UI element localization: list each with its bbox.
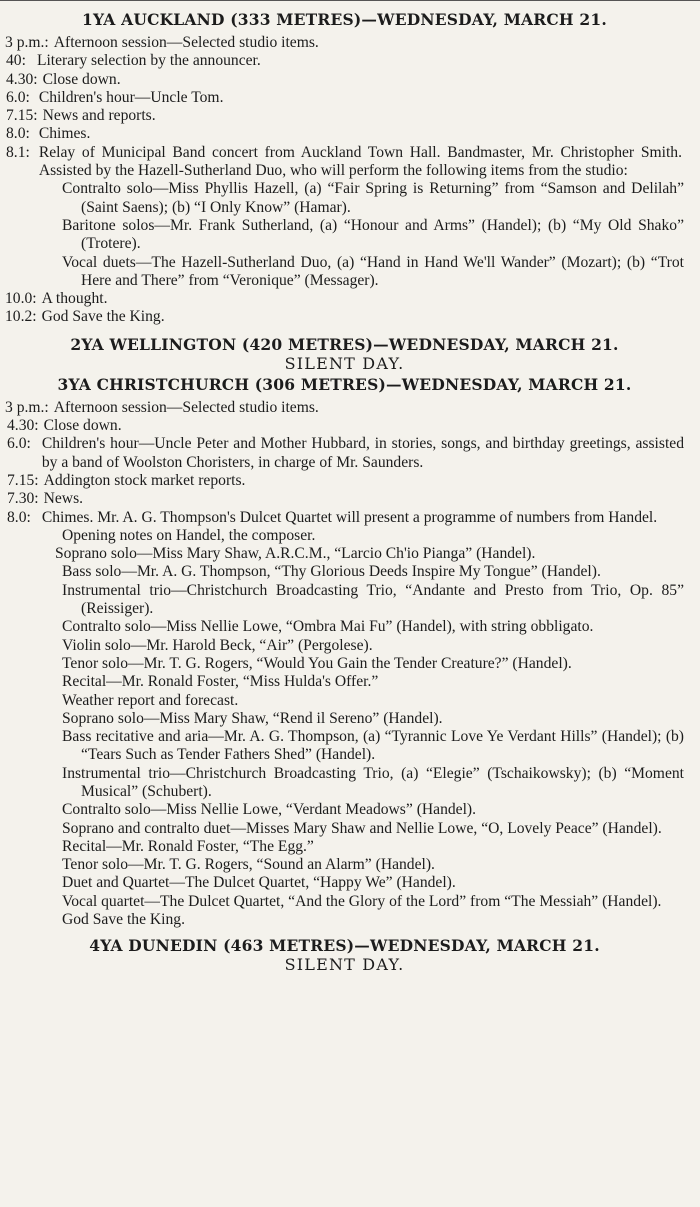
entry-time: 10.0: xyxy=(5,290,37,308)
station-heading: 4YA DUNEDIN (463 METRES)—WEDNESDAY, MARCH 21. xyxy=(89,936,600,956)
silent-day-note: SILENT DAY. xyxy=(284,353,405,373)
silent-day-note: SILENT DAY. xyxy=(284,955,405,975)
programme-item: Recital—Mr. Ronald Foster, “The Egg.” xyxy=(62,837,314,855)
programme-item: Contralto solo—Miss Nellie Lowe, “Verdant Meadows” (Handel). xyxy=(62,801,477,819)
programme-item: Contralto solo—Miss Phyllis Hazell, (a) “Fair Spring is Returning” from “Samson and Delilah” (Saint Saens); (b) “I Only Know” (Hamar). xyxy=(62,180,684,216)
entry-text: Children's hour—Uncle Peter and Mother Hubbard, in stories, songs, and birthday greetings, assisted by a band of Woolston Choristers, in charge of Mr. Saunders. xyxy=(41,435,684,471)
entry-time: 8.0: xyxy=(6,125,30,143)
programme-item: Weather report and forecast. xyxy=(62,691,239,709)
schedule-entry xyxy=(5,107,684,125)
schedule-entry xyxy=(5,290,684,308)
entry-time: 6.0: xyxy=(7,435,31,453)
schedule-entry xyxy=(5,52,684,70)
station-2ya-wellington xyxy=(5,335,684,373)
programme-item: Vocal duets—The Hazell-Sutherland Duo, (a) “Hand in Hand We'll Wander” (Mozart); (b) “Trot Here and There” from “Veronique” (Messager). xyxy=(62,253,684,289)
entry-text: Close down. xyxy=(42,70,121,88)
entry-text: God Save the King. xyxy=(41,308,165,326)
entry-time: 3 p.m.: xyxy=(5,34,49,51)
entry-text: Afternoon session—Selected studio items. xyxy=(53,34,319,51)
entry-text: Addington stock market reports. xyxy=(43,471,246,489)
schedule-entry xyxy=(5,472,684,490)
programme-item: Bass recitative and aria—Mr. A. G. Thompson, (a) “Tyrannic Love Ye Verdant Hills” (Handel); (b) “Tears Such as Tender Fathers Shed” (Handel). xyxy=(62,728,684,764)
entry-time: 10.2: xyxy=(5,308,37,326)
programme-item: Recital—Mr. Ronald Foster, “Miss Hulda's Offer.” xyxy=(62,673,379,691)
entry-text: Close down. xyxy=(43,417,122,435)
programme-item: Soprano solo—Miss Mary Shaw, A.R.C.M., “Larcio Ch'io Pianga” (Handel). xyxy=(55,545,536,563)
programme-item: Tenor solo—Mr. T. G. Rogers, “Would You Gain the Tender Creature?” (Handel). xyxy=(62,654,572,672)
programme-item: Baritone solos—Mr. Frank Sutherland, (a) “Honour and Arms” (Handel); (b) “My Old Shako” (Trotere). xyxy=(62,216,684,253)
schedule-entry xyxy=(5,89,684,107)
entry-text: Afternoon session—Selected studio items. xyxy=(53,398,319,416)
programme-item: Soprano solo—Miss Mary Shaw, “Rend il Sereno” (Handel). xyxy=(62,709,443,727)
entry-time: 7.30: xyxy=(7,490,39,508)
schedule-entry xyxy=(5,71,684,89)
entry-text: Literary selection by the announcer. xyxy=(36,52,261,70)
station-heading: 1YA AUCKLAND (333 METRES)—WEDNESDAY, MARCH 21. xyxy=(82,10,607,29)
entry-text: A thought. xyxy=(41,290,108,308)
programme-item: God Save the King. xyxy=(62,911,185,929)
programme-item: Vocal quartet—The Dulcet Quartet, “And the Glory of the Lord” from “The Messiah” (Handel). xyxy=(62,892,662,910)
entry-text: Relay of Municipal Band concert from Auckland Town Hall. Bandmaster, Mr. Christopher Smith. Assisted by the Hazell-Sutherland Duo, who will perform the following items from the studio: xyxy=(38,143,682,180)
entry-time: 40: xyxy=(6,52,26,70)
programme-item: Instrumental trio—Christchurch Broadcasting Trio, (a) “Elegie” (Tschaikowsky); (b) “Moment Musical” (Schubert). xyxy=(62,764,684,800)
entry-time: 4.30: xyxy=(6,70,38,88)
entry-time: 7.15: xyxy=(7,471,39,489)
station-heading: 3YA CHRISTCHURCH (306 METRES)—WEDNESDAY, MARCH 21. xyxy=(57,374,632,394)
station-1ya-auckland xyxy=(5,6,684,327)
programme-item: Soprano and contralto duet—Misses Mary Shaw and Nellie Lowe, “O, Lovely Peace” (Handel). xyxy=(62,819,662,837)
programme-item: Contralto solo—Miss Nellie Lowe, “Ombra Mai Fu” (Handel), with string obbligato. xyxy=(62,618,594,636)
entry-text: Children's hour—Uncle Tom. xyxy=(38,88,224,106)
entry-time: 8.1: xyxy=(6,143,30,161)
entry-time: 8.0: xyxy=(7,508,31,526)
station-heading: 2YA WELLINGTON (420 METRES)—WEDNESDAY, MARCH 21. xyxy=(70,334,619,354)
entry-time: 7.15: xyxy=(6,107,38,125)
programme-item: Tenor solo—Mr. T. G. Rogers, “Sound an Alarm” (Handel). xyxy=(62,856,435,874)
schedule xyxy=(5,399,684,930)
schedule-entry xyxy=(5,490,684,508)
entry-text: News and reports. xyxy=(42,107,156,125)
top-rule xyxy=(0,0,700,1)
entry-time: 4.30: xyxy=(7,417,39,435)
schedule-entry xyxy=(5,399,684,417)
schedule-entry xyxy=(5,125,684,143)
schedule-entry xyxy=(5,435,684,472)
station-4ya-dunedin xyxy=(5,936,684,974)
programme-item: Opening notes on Handel, the composer. xyxy=(62,526,316,544)
entry-time: 3 p.m.: xyxy=(5,398,49,416)
entry-text: Chimes. Mr. A. G. Thompson's Dulcet Quartet will present a programme of numbers from Handel. xyxy=(41,508,658,526)
station-3ya-christchurch xyxy=(5,375,684,930)
schedule xyxy=(5,34,684,327)
schedule-entry xyxy=(5,144,684,181)
programme-item: Instrumental trio—Christchurch Broadcasting Trio, “Andante and Presto from Trio, Op. 85” (Reissiger). xyxy=(62,581,684,618)
schedule-entry xyxy=(5,308,684,326)
schedule-entry xyxy=(5,34,684,52)
programme-item: Duet and Quartet—The Dulcet Quartet, “Happy We” (Handel). xyxy=(62,874,456,892)
programme-item: Violin solo—Mr. Harold Beck, “Air” (Pergolese). xyxy=(62,636,373,654)
schedule-entry xyxy=(5,509,684,527)
programme-item: Bass solo—Mr. A. G. Thompson, “Thy Glorious Deeds Inspire My Tongue” (Handel). xyxy=(62,563,601,581)
entry-text: Chimes. xyxy=(38,125,91,143)
schedule-entry xyxy=(5,417,684,435)
entry-time: 6.0: xyxy=(6,88,30,106)
entry-text: News. xyxy=(43,490,84,508)
